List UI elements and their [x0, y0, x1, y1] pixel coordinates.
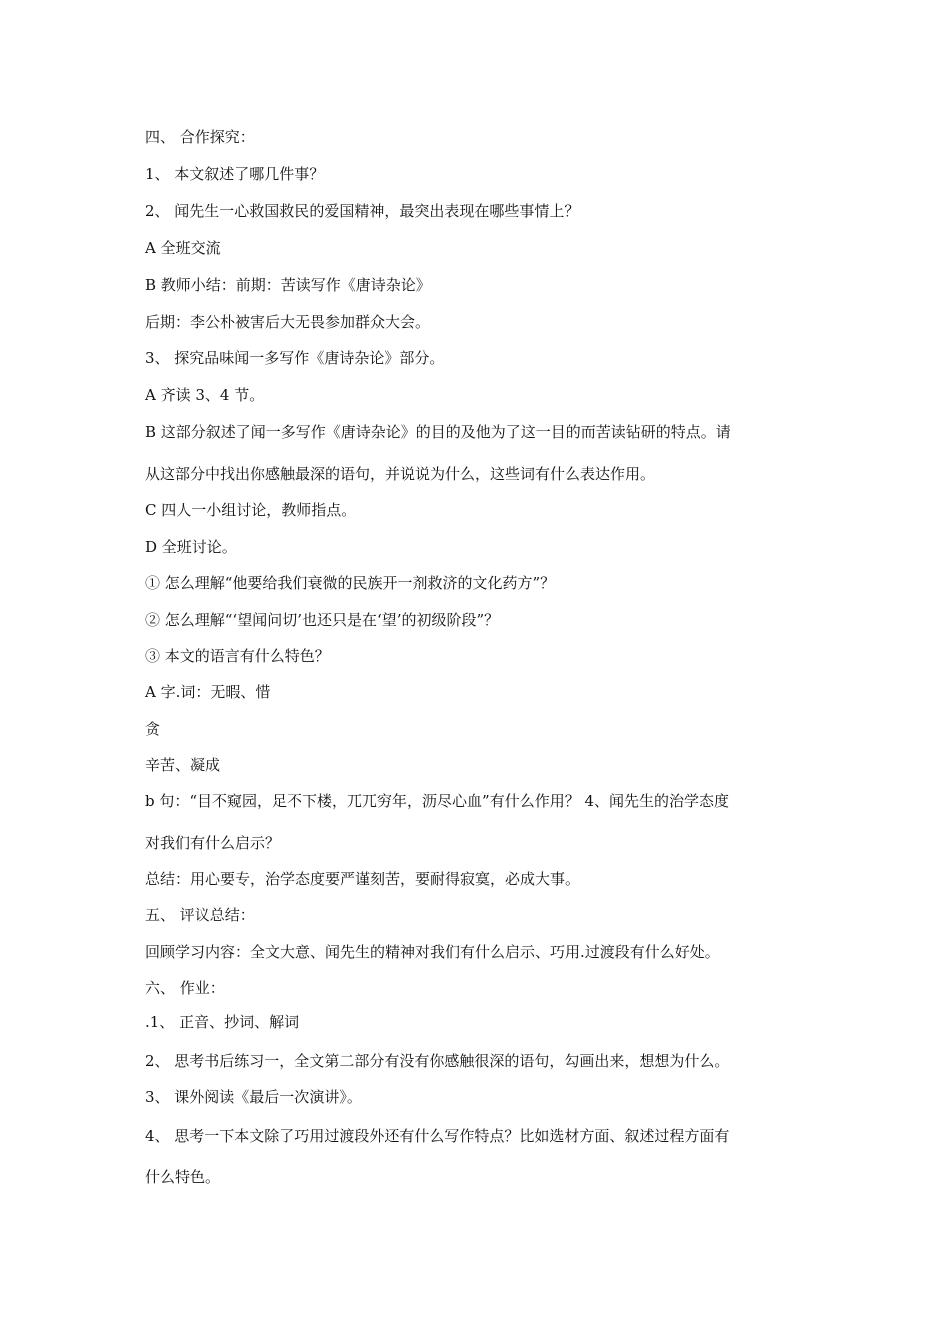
question-2: 2、 闻先生一心救国救民的爱国精神，最突出表现在哪些事情上？ [145, 202, 580, 220]
homework-item-3: 3、 课外阅读《最后一次演讲》。 [145, 1088, 362, 1106]
summary-line: 总结：用心要专，治学态度要严谨刻苦，要耐得寂寞，必成大事。 [145, 870, 581, 888]
text-line: A 齐读 3、4 节。 [145, 386, 265, 404]
section-heading-five: 五、 评议总结： [145, 906, 255, 924]
text-line: 后期：李公朴被害后大无畏参加群众大会。 [145, 313, 431, 331]
homework-item-1: .1、 正音、抄词、解词 [145, 1013, 300, 1031]
discussion-item-2: ② 怎么理解“‘望闻问切’也还只是在‘望’的初级阶段”？ [145, 611, 500, 629]
section-heading-six: 六、 作业： [145, 979, 225, 997]
text-line: D 全班讨论。 [145, 538, 237, 556]
text-line: 贪 [145, 720, 161, 738]
homework-item-4: 4、 思考一下本文除了巧用过渡段外还有什么写作特点？比如选材方面、叙述过程方面有 [145, 1127, 730, 1145]
text-line: 回顾学习内容：全文大意、闻先生的精神对我们有什么启示、巧用.过渡段有什么好处。 [145, 943, 720, 961]
text-line: 从这部分中找出你感触最深的语句，并说说为什么，这些词有什么表达作用。 [145, 465, 656, 483]
text-line: 什么特色。 [145, 1168, 221, 1186]
text-line: 辛苦、凝成 [145, 756, 221, 774]
text-line: A 全班交流 [145, 239, 221, 257]
section-heading-four: 四、 合作探究： [145, 128, 255, 146]
question-3: 3、 探究品味闻一多写作《唐诗杂论》部分。 [145, 349, 445, 367]
text-line: 对我们有什么启示？ [145, 834, 281, 852]
discussion-item-3: ③ 本文的语言有什么特色？ [145, 647, 330, 665]
text-line: B 这部分叙述了闻一多写作《唐诗杂论》的目的及他为了这一目的而苦读钻研的特点。请 [145, 423, 731, 441]
discussion-item-1: ① 怎么理解“他要给我们衰微的民族开一剂救济的文化药方”？ [145, 574, 556, 592]
text-line: A 字.词：无暇、惜 [145, 683, 271, 701]
text-line: b 句：“目不窥园，足不下楼，兀兀穷年，沥尽心血”有什么作用？ 4、闻先生的治学态度 [145, 792, 730, 810]
text-line: C 四人一小组讨论，教师指点。 [145, 501, 357, 519]
text-line: B 教师小结：前期：苦读写作《唐诗杂论》 [145, 276, 431, 294]
question-1: 1、 本文叙述了哪几件事？ [145, 165, 325, 183]
homework-item-2: 2、 思考书后练习一，全文第二部分有没有你感触很深的语句，勾画出来，想想为什么。 [145, 1052, 730, 1070]
